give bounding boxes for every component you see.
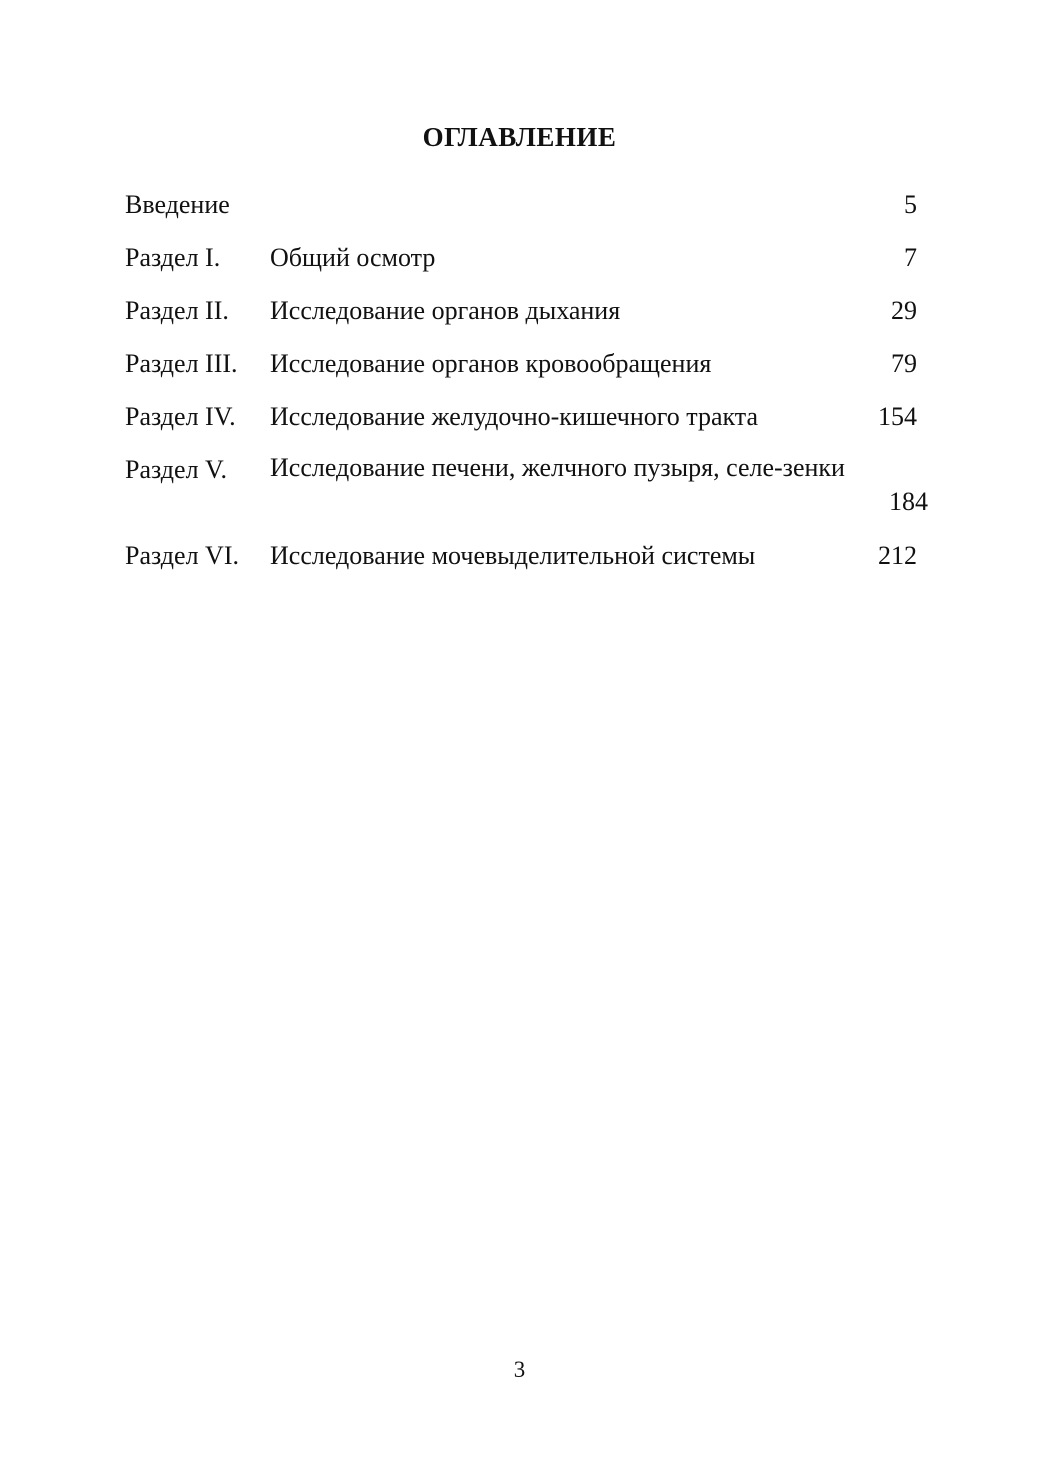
toc-entry-section-4[interactable] <box>125 399 917 452</box>
toc-entry-section-2[interactable] <box>125 293 917 346</box>
toc-entry-page: 154 <box>878 402 917 431</box>
toc-entry-page: 7 <box>904 243 917 272</box>
toc-entry-section-5[interactable] <box>125 452 928 538</box>
page-number: 3 <box>513 1357 526 1382</box>
toc-entry-label: Раздел III. <box>125 349 238 378</box>
toc-entry-title: Общий осмотр <box>270 243 436 272</box>
toc-entry-title: Исследование органов кровообращения <box>270 349 712 378</box>
toc-entry-section-1[interactable] <box>125 240 917 293</box>
toc-entry-label: Введение <box>125 190 230 219</box>
toc-entry-title: Исследование печени, желчного пузыря, селе-зенки <box>270 453 845 482</box>
toc-entry-title: Исследование органов дыхания <box>270 296 621 325</box>
toc-entry-section-3[interactable] <box>125 346 917 399</box>
toc-entry-label: Раздел IV. <box>125 402 236 431</box>
toc-entry-introduction[interactable] <box>125 187 917 240</box>
toc-entry-page: 79 <box>891 349 917 378</box>
toc-entry-title: Исследование желудочно-кишечного тракта <box>270 402 758 431</box>
table-of-contents <box>125 187 928 591</box>
toc-entry-title: Исследование мочевыделительной системы <box>270 541 756 570</box>
toc-entry-label: Раздел II. <box>125 296 229 325</box>
toc-entry-label: Раздел VI. <box>125 541 239 570</box>
toc-entry-page: 29 <box>891 296 917 325</box>
toc-entry-section-6[interactable] <box>125 538 917 591</box>
toc-entry-page: 184 <box>889 487 928 516</box>
toc-entry-label: Раздел I. <box>125 243 221 272</box>
toc-entry-label: Раздел V. <box>125 455 227 484</box>
toc-entry-page: 212 <box>878 541 917 570</box>
page-title: ОГЛАВЛЕНИЕ <box>422 122 617 152</box>
toc-entry-page: 5 <box>904 190 917 219</box>
